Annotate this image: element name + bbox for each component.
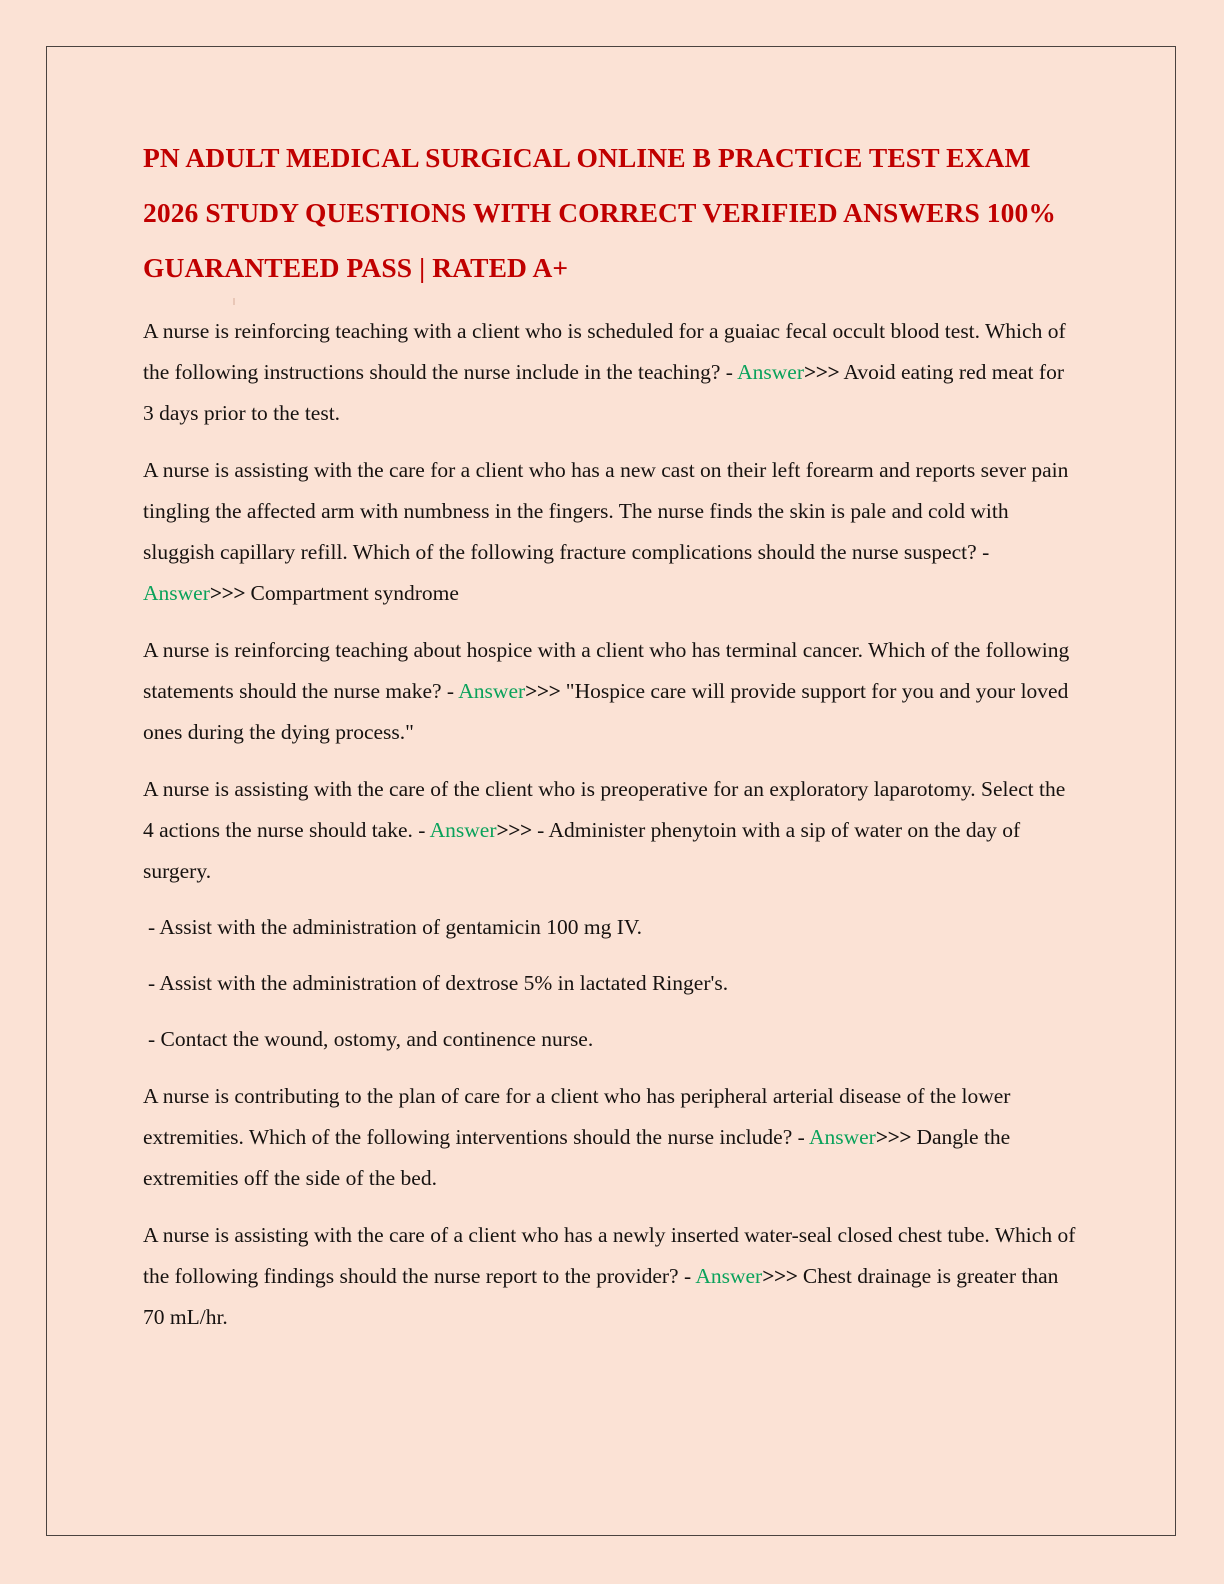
answer-text: Chest drainage is greater than 70 mL/hr. — [143, 1264, 1059, 1329]
list-item: - Contact the wound, ostomy, and continence nurse. — [148, 1027, 594, 1051]
answer-label: Answer — [429, 818, 497, 842]
scan-artifact-dot — [233, 298, 235, 305]
qa-item — [143, 311, 1078, 434]
answer-bullet-list — [143, 892, 1078, 1060]
document-content — [143, 130, 1078, 1338]
answer-label: Answer — [458, 679, 526, 703]
qa-item — [143, 1215, 1078, 1338]
answer-marker: >>> — [525, 679, 561, 703]
answer-label: Answer — [808, 1125, 876, 1149]
answer-separator: - — [792, 1125, 809, 1149]
qa-list — [143, 311, 1078, 1338]
answer-separator: - — [412, 818, 430, 842]
page-title: PN ADULT MEDICAL SURGICAL ONLINE B PRACTICE TEST EXAM 2026 STUDY QUESTIONS WITH CORRECT VERIFIED ANSWERS 100% GUARANTEED PASS | RATED A+ — [143, 142, 1056, 283]
question-text: A nurse is assisting with the care of a client who has a newly inserted water-seal closed chest tube. Which of the following findings should the nurse report to the provider? — [143, 1223, 1076, 1288]
answer-text: Avoid eating red meat for 3 days prior to the test. — [143, 360, 1064, 425]
answer-marker: >>> — [496, 818, 532, 842]
answer-separator: - — [976, 540, 990, 564]
answer-marker: >>> — [804, 360, 840, 384]
qa-item — [143, 1076, 1078, 1199]
qa-item — [143, 769, 1078, 892]
answer-marker: >>> — [209, 581, 246, 605]
answer-text: Compartment syndrome — [250, 581, 459, 605]
question-text: A nurse is contributing to the plan of care for a client who has peripheral arterial disease of the lower extremities. Which of the following interventions should the nurse include? — [143, 1084, 1011, 1149]
answer-marker: >>> — [875, 1125, 912, 1149]
qa-item — [143, 630, 1078, 753]
answer-label: Answer — [143, 581, 210, 605]
question-text: A nurse is reinforcing teaching about hospice with a client who has terminal cancer. Which of the following statements should the nurse make? — [143, 638, 1070, 703]
answer-label: Answer — [737, 360, 805, 384]
question-text: A nurse is assisting with the care for a client who has a new cast on their left forearm and reports sever pain tingling the affected arm with numbness in the fingers. The nurse finds the skin is pale and cold with sluggish capillary refill. Which of the following fracture complications should the nurse suspect? — [143, 458, 1069, 564]
answer-marker: >>> — [762, 1264, 798, 1288]
answer-text: "Hospice care will provide support for you and your loved ones during the dying process." — [143, 679, 1069, 744]
answer-text: - Administer phenytoin with a sip of water on the day of surgery. — [143, 818, 1021, 883]
list-item: - Assist with the administration of gentamicin 100 mg IV. — [148, 915, 643, 939]
qa-item — [143, 450, 1078, 614]
question-text: A nurse is reinforcing teaching with a client who is scheduled for a guaiac fecal occult blood test. Which of the following instructions should the nurse include in the teaching? — [143, 319, 1066, 384]
answer-separator: - — [441, 679, 459, 703]
answer-separator: - — [720, 360, 738, 384]
answer-text: Dangle the extremities off the side of the bed. — [143, 1125, 1011, 1190]
list-item: - Assist with the administration of dextrose 5% in lactated Ringer's. — [148, 971, 729, 995]
answer-separator: - — [678, 1264, 696, 1288]
answer-label: Answer — [695, 1264, 763, 1288]
question-text: A nurse is assisting with the care of the client who is preoperative for an exploratory laparotomy. Select the 4 actions the nurse should take. — [143, 777, 1066, 842]
